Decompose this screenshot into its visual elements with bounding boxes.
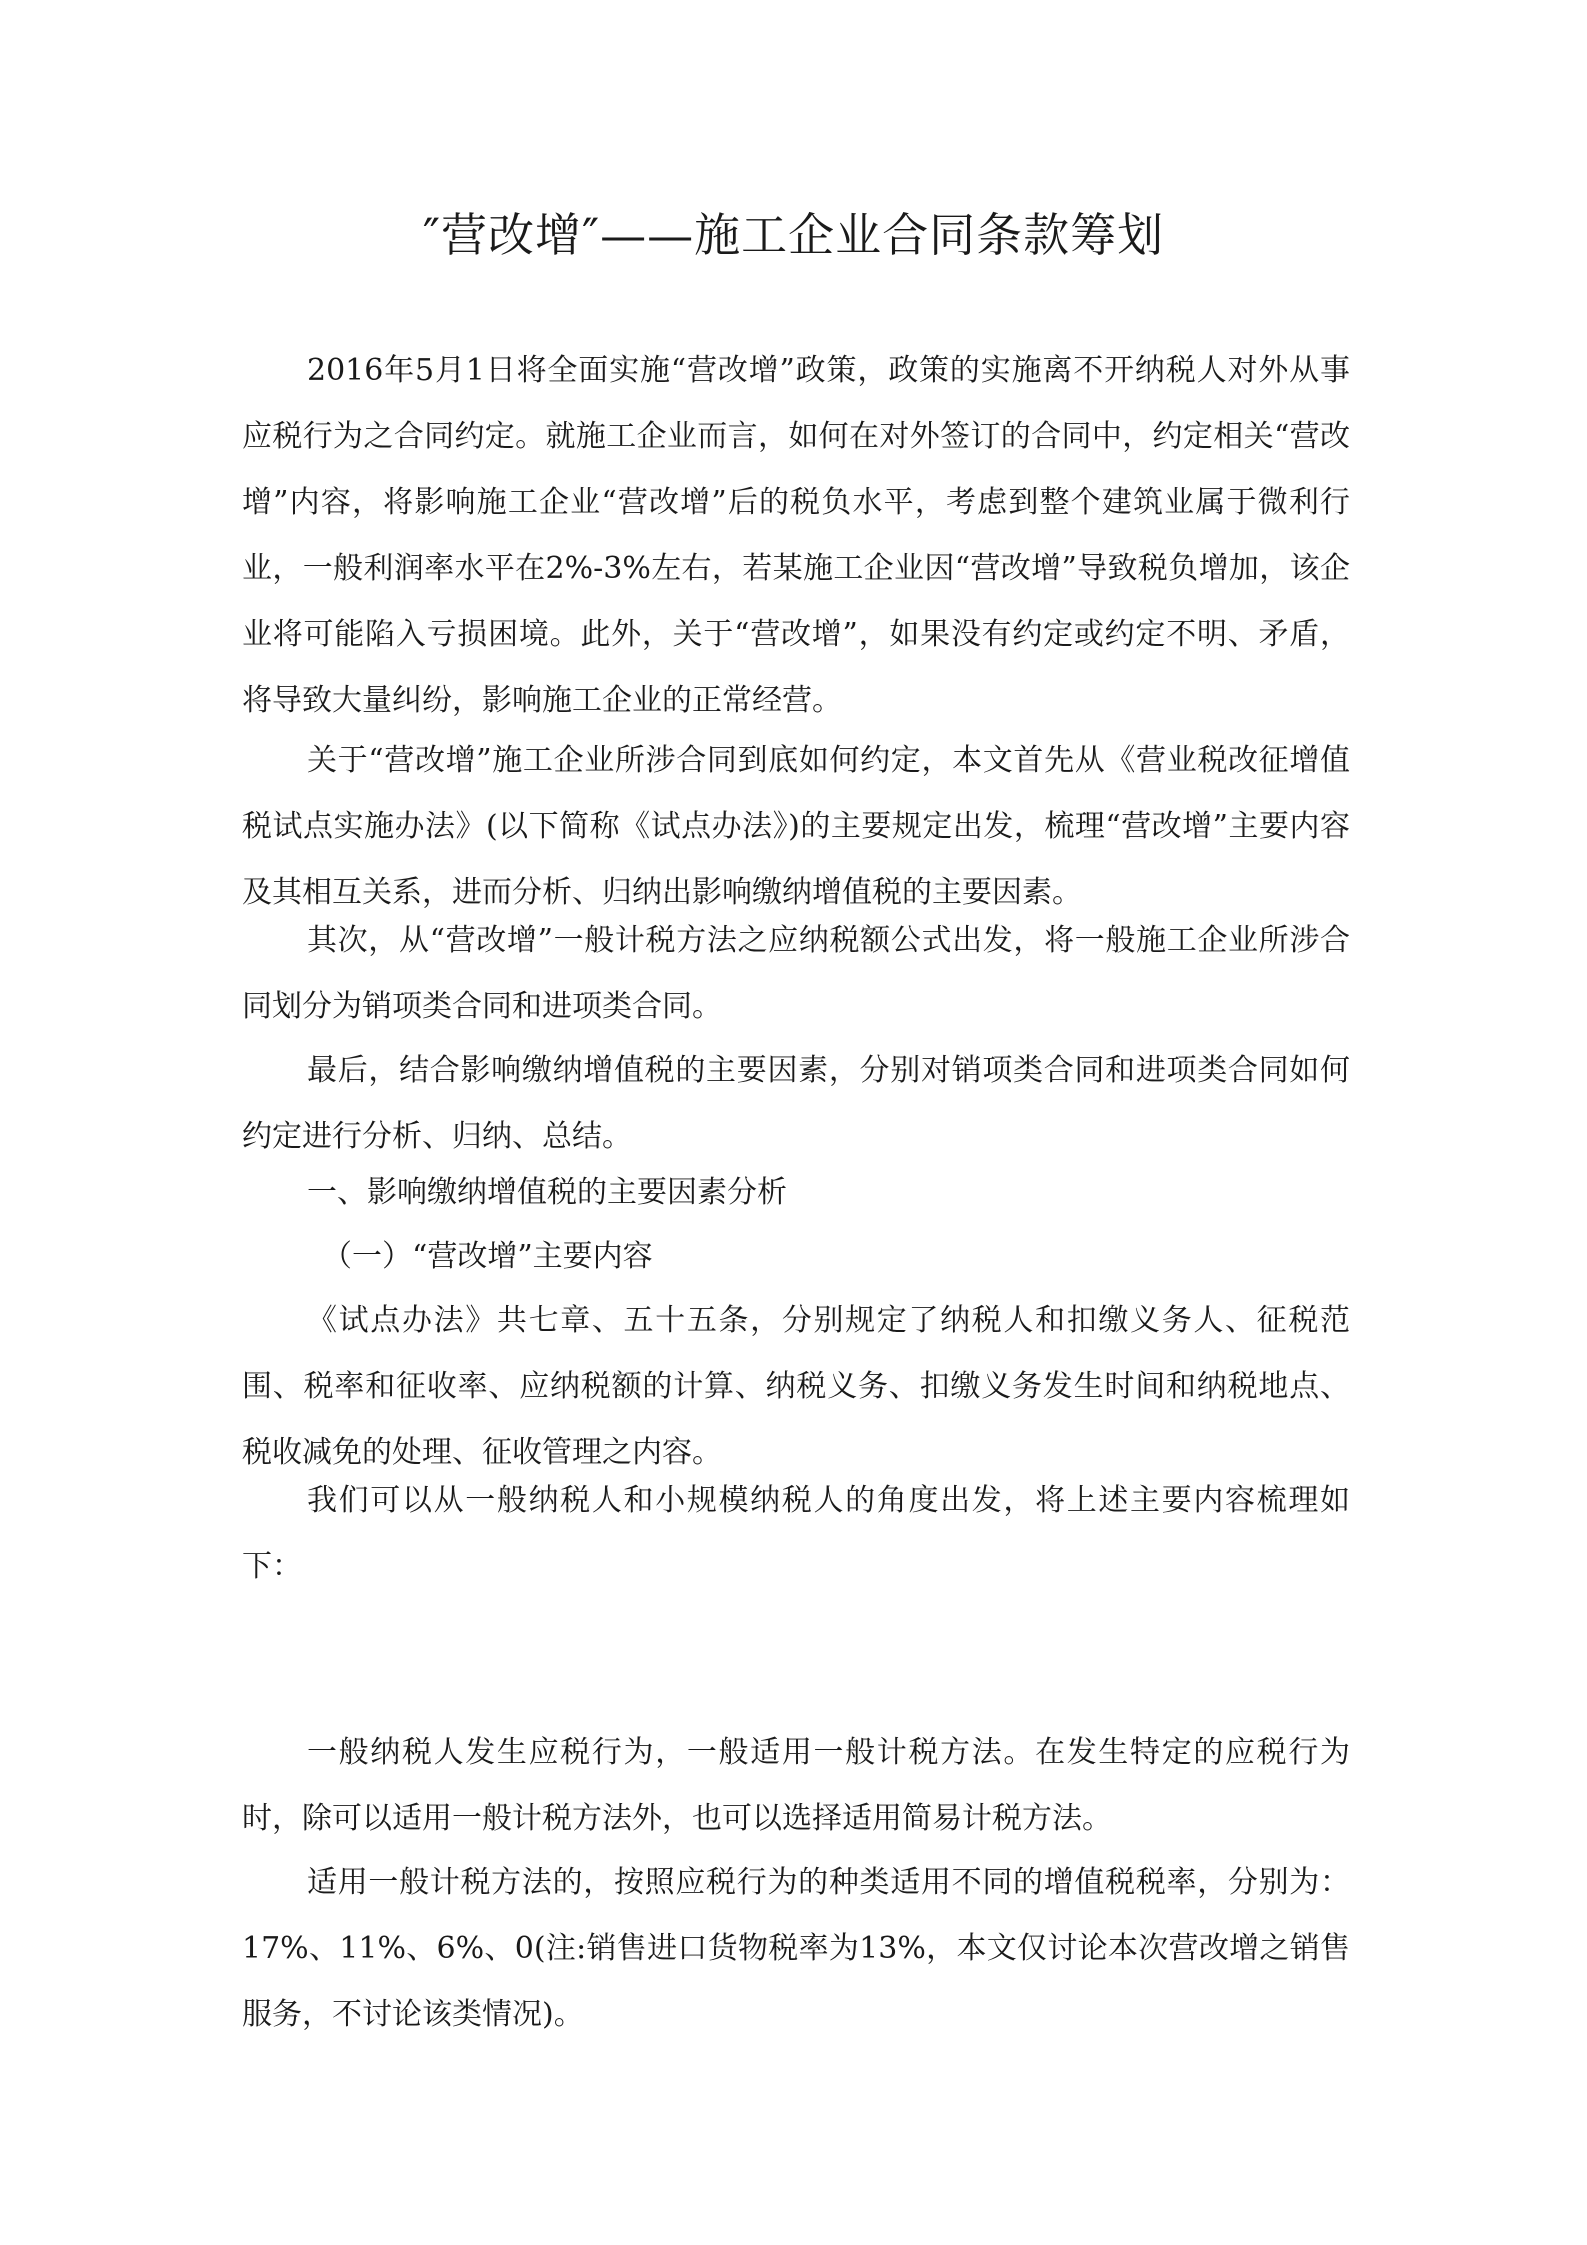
paragraph-approach: 关于“营改增”施工企业所涉合同到底如何约定，本文首先从《营业税改征增值税试点实施办法》(以下简称《试点办法》)的主要规定出发，梳理“营改增”主要内容及其相互关系，进而分析、归纳出影响缴纳增值税的主要因素。 — [242, 743, 1350, 910]
paragraph-second: 其次，从“营改增”一般计税方法之应纳税额公式出发，将一般施工企业所涉合同划分为销项类合同和进项类合同。 — [242, 923, 1350, 1024]
paragraph-summary-intro: 我们可以从一般纳税人和小规模纳税人的角度出发，将上述主要内容梳理如下： — [242, 1483, 1350, 1584]
document-title: ″营改增″——施工企业合同条款筹划 — [422, 208, 1165, 262]
paragraph-intro: 2016年5月1日将全面实施“营改增”政策，政策的实施离不开纳税人对外从事应税行为之合同约定。就施工企业而言，如何在对外签订的合同中，约定相关“营改增”内容，将影响施工企业“营改增”后的税负水平，考虑到整个建筑业属于微利行业，一般利润率水平在2%-3%左右，若某施工企业因“营改增”导致税负增加，该企业将可能陷入亏损困境。此外，关于“营改增”，如果没有约定或约定不明、矛盾，将导致大量纠纷，影响施工企业的正常经营。 — [242, 353, 1350, 718]
section-heading: 一、影响缴纳增值税的主要因素分析 — [307, 1175, 787, 1210]
subsection-heading: （一）“营改增”主要内容 — [322, 1239, 653, 1274]
paragraph-general-taxpayer: 一般纳税人发生应税行为，一般适用一般计税方法。在发生特定的应税行为时，除可以适用一般计税方法外，也可以选择适用简易计税方法。 — [242, 1735, 1350, 1836]
paragraph-finally: 最后，结合影响缴纳增值税的主要因素，分别对销项类合同和进项类合同如何约定进行分析、归纳、总结。 — [242, 1053, 1350, 1154]
paragraph-tax-rates: 适用一般计税方法的，按照应税行为的种类适用不同的增值税税率，分别为：17%、11%、6%、0(注:销售进口货物税率为13%，本文仅讨论本次营改增之销售服务，不讨论该类情况)。 — [242, 1865, 1350, 2032]
paragraph-trial-measures: 《试点办法》共七章、五十五条，分别规定了纳税人和扣缴义务人、征税范围、税率和征收率、应纳税额的计算、纳税义务、扣缴义务发生时间和纳税地点、税收减免的处理、征收管理之内容。 — [242, 1303, 1350, 1470]
